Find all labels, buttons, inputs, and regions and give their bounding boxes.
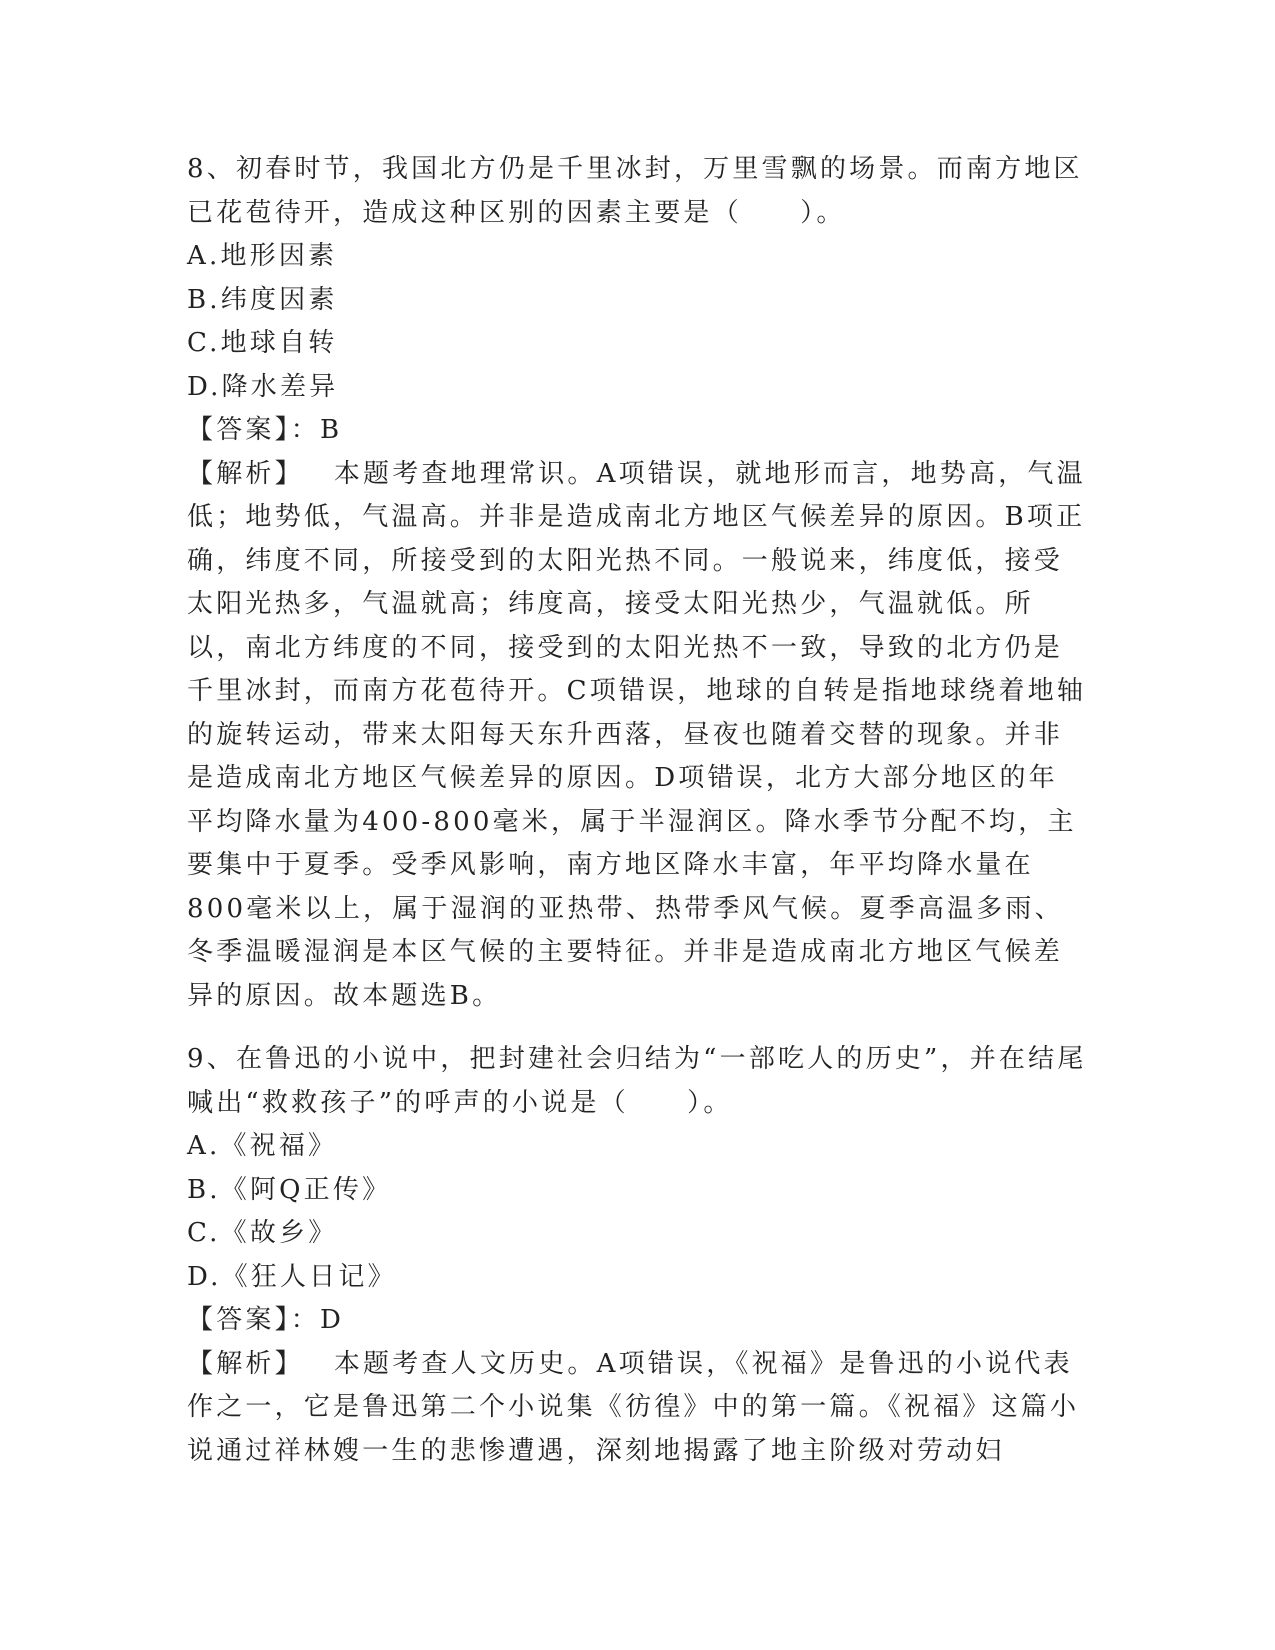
- answer-label: 【答案】：: [187, 1305, 321, 1335]
- option-c: C.地球自转: [187, 328, 338, 358]
- explanation-label: 【解析】: [187, 1348, 304, 1379]
- answer-value: B: [320, 415, 343, 445]
- answer-line: [187, 409, 1087, 453]
- option-b: B.纬度因素: [187, 284, 338, 315]
- option-c: C.《故乡》: [187, 1218, 338, 1248]
- question-list: [187, 148, 1087, 1473]
- explanation: [187, 1343, 1087, 1474]
- option-b: B.《阿Q正传》: [187, 1174, 392, 1205]
- explanation-text: 本题考查地理常识。A项错误，就地形而言，地势高，气温低；地势低，气温高。并非是造成南北方地区气候差异的原因。B项正确，纬度不同，所接受到的太阳光热不同。一般说来，纬度低，接受太阳光热多，气温就高；纬度高，接受太阳光热少，气温就低。所以，南北方纬度的不同，接受到的太阳光热不一致，导致的北方仍是千里冰封，而南方花苞待开。C项错误，地球的自转是指地球绕着地轴的旋转运动，带来太阳每天东升西落，昼夜也随着交替的现象。并非是造成南北方地区气候差异的原因。D项错误，北方大部分地区的年平均降水量为400-800毫米，属于半湿润区。降水季节分配不均，主要集中于夏季。受季风影响，南方地区降水丰富，年平均降水量在800毫米以上，属于湿润的亚热带、热带季风气候。夏季高温多雨、冬季温暖湿润是本区气候的主要特征。并非是造成南北方地区气候差异的原因。故本题选B。: [187, 458, 1087, 1011]
- answer-line: [187, 1299, 1087, 1343]
- explanation-label: 【解析】: [187, 458, 304, 489]
- question-9: [187, 1038, 1087, 1473]
- option-a: A.地形因素: [187, 241, 338, 271]
- question-stem: 9、在鲁迅的小说中，把封建社会归结为“一部吃人的历史”，并在结尾喊出“救救孩子”的呼声的小说是（ ）。: [187, 1044, 1087, 1118]
- answer-label: 【答案】：: [187, 415, 321, 445]
- option-d: D.降水差异: [187, 371, 339, 402]
- option-d: D.《狂人日记》: [187, 1261, 397, 1292]
- explanation: [187, 453, 1087, 1019]
- explanation-text: 本题考查人文历史。A项错误，《祝福》是鲁迅的小说代表作之一，它是鲁迅第二个小说集《彷徨》中的第一篇。《祝福》这篇小说通过祥林嫂一生的悲惨遭遇，深刻地揭露了地主阶级对劳动妇: [187, 1348, 1080, 1466]
- answer-value: D: [320, 1305, 345, 1335]
- option-a: A.《祝福》: [187, 1131, 338, 1161]
- question-8: [187, 148, 1087, 1018]
- question-stem: 8、初春时节，我国北方仍是千里冰封，万里雪飘的场景。而南方地区已花苞待开，造成这种区别的因素主要是（ ）。: [187, 154, 1083, 228]
